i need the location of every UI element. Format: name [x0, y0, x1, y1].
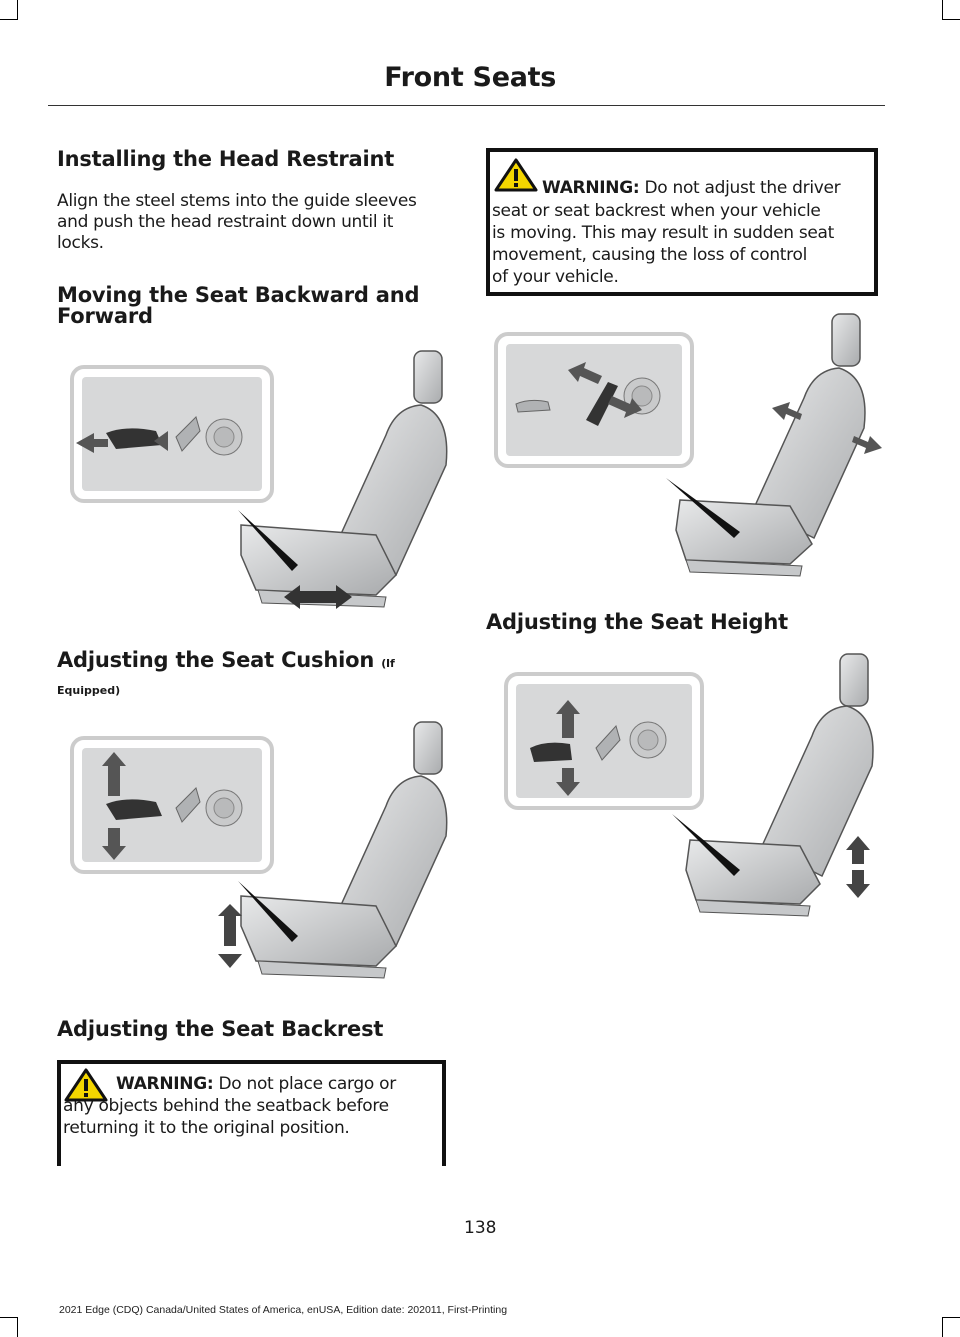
seat-fore-aft-illustration	[66, 345, 458, 613]
heading-move-seat: Moving the Seat Backward and	[57, 283, 420, 307]
heading-seat-cushion-equipped: Equipped)	[57, 684, 121, 697]
crop-mark	[17, 0, 18, 20]
crop-mark	[0, 1317, 18, 1318]
body-line: and push the head restraint down until it	[57, 212, 394, 232]
warning-text-line: movement, causing the loss of control	[492, 245, 807, 265]
crop-mark	[17, 1317, 18, 1337]
warning-text-cargo: WARNING: Do not place cargo or	[116, 1074, 396, 1094]
heading-seat-cushion: Adjusting the Seat Cushion (If	[57, 648, 395, 672]
warning-text-line: of your vehicle.	[492, 267, 619, 287]
crop-mark	[942, 0, 943, 20]
seat-cushion-illustration	[66, 716, 458, 981]
footer-edition: 2021 Edge (CDQ) Canada/United States of America, enUSA, Edition date: 202011, First-Printing	[59, 1304, 508, 1316]
crop-mark	[942, 1317, 943, 1337]
warning-text-driver-seat: WARNING: Do not adjust the driver	[542, 178, 841, 198]
heading-seat-height: Adjusting the Seat Height	[486, 610, 788, 634]
seat-height-illustration	[500, 652, 890, 920]
heading-move-seat-line2: Forward	[57, 304, 153, 328]
crop-mark	[942, 19, 960, 20]
seat-backrest-illustration	[490, 310, 885, 584]
header-divider	[48, 105, 885, 106]
crop-mark	[0, 19, 18, 20]
warning-text-line: returning it to the original position.	[63, 1118, 350, 1138]
warning-text-line: seat or seat backrest when your vehicle	[492, 201, 821, 221]
body-line: locks.	[57, 233, 104, 253]
body-line: Align the steel stems into the guide sleeves	[57, 191, 417, 211]
warning-text-line: any objects behind the seatback before	[63, 1096, 389, 1116]
page-number: 138	[464, 1218, 497, 1238]
warning-triangle-icon	[494, 158, 538, 192]
heading-seat-backrest: Adjusting the Seat Backrest	[57, 1017, 384, 1041]
heading-install-head-restraint: Installing the Head Restraint	[57, 147, 395, 171]
crop-mark	[942, 1317, 960, 1318]
warning-text-line: is moving. This may result in sudden seat	[492, 223, 835, 243]
page-title: Front Seats	[384, 62, 556, 93]
